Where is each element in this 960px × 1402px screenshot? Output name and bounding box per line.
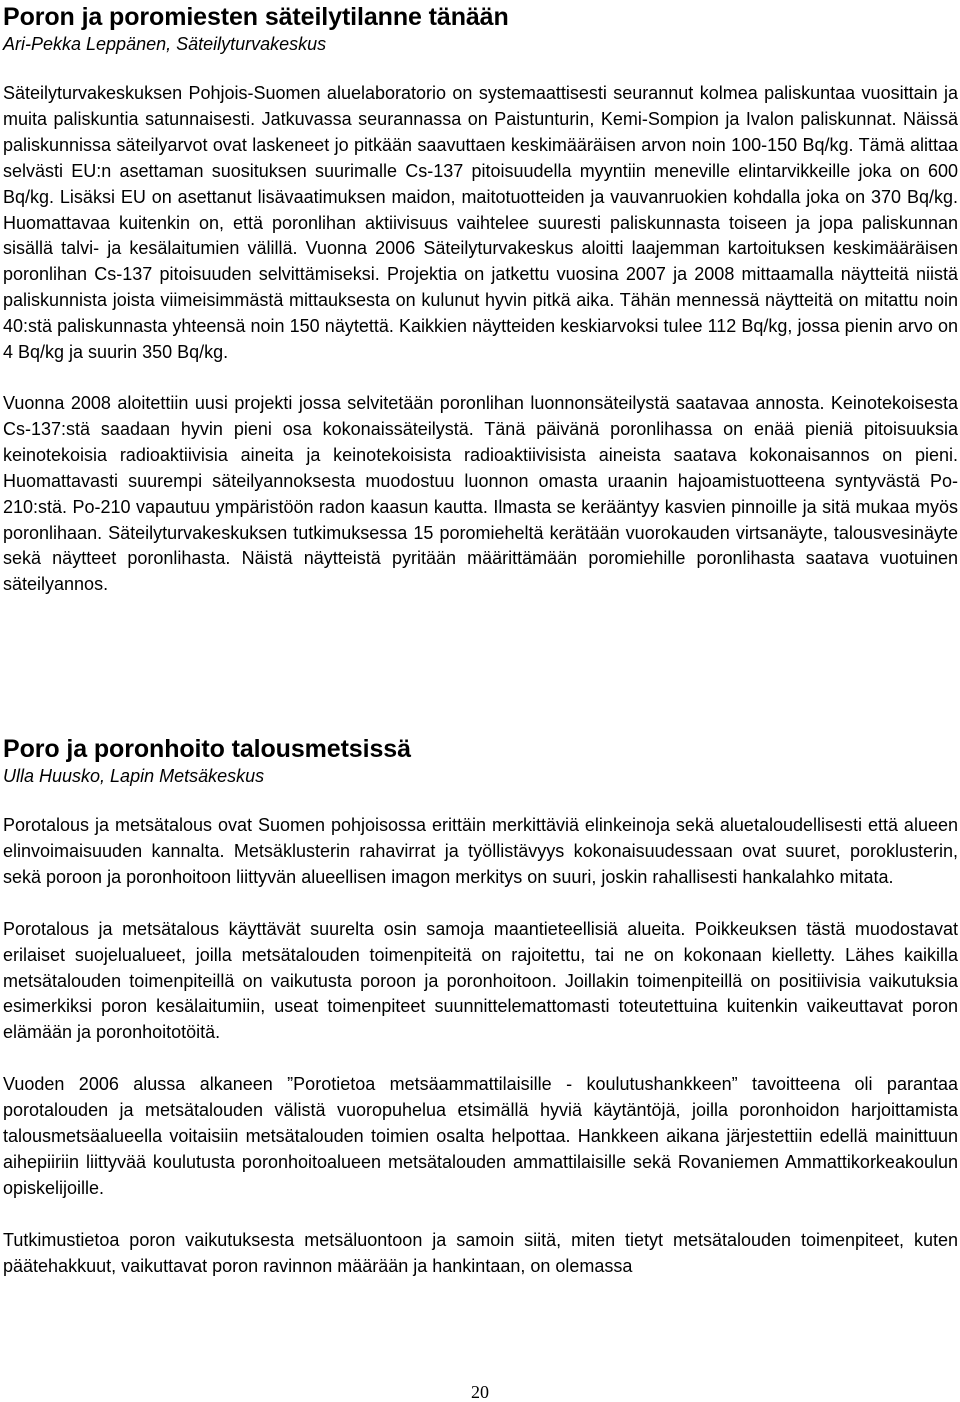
paragraph: Säteilyturvakeskuksen Pohjois-Suomen aluelaboratorio on systemaattisesti seurannut kolmea paliskuntaa vuosittain ja muita paliskuntia satunnaisesti. Jatkuvassa seurannassa on Paistunturin, Kemi-Sompion ja Ivalon paliskunnat. Näissä paliskunnissa säteilyarvot ovat laskeneet jo pitkään saavuttaen keskimääräisen arvon noin 100-150 Bq/kg. Tämä alittaa selvästi EU:n asettaman suosituksen suurimalle Cs-137 pitoisuudella myyntiin meneville elintarvikkeille joka on 600 Bq/kg. Lisäksi EU on asettanut lisävaatimuksen maidon, maitotuotteiden ja vauvanruokien kohdalla joka on 370 Bq/kg. Huomattavaa kuitenkin on, että poronlihan aktiivisuus vaihtelee suuresti paliskunnasta toiseen ja jopa paliskunnan sisällä talvi- ja kesälaitumien välillä. Vuonna 2006 Säteilyturvakeskus aloitti laajemman kartoituksen keskimääräisen poronlihan Cs-137 pitoisuuden selvittämiseksi. Projektia on jatkettu vuosina 2007 ja 2008 mittaamalla näytteitä niistä paliskunnista joista viimeisimmästä mittauksesta on kulunut hyvin pitkä aika. Tähän mennessä näytteitä on mitattu noin 40:stä paliskunnasta yhteensä noin 150 näytettä. Kaikkien näytteiden keskiarvoksi tulee 112 Bq/kg, jossa pienin arvo on 4 Bq/kg ja suurin 350 Bq/kg. (3, 83, 958, 363)
article-title: Poro ja poronhoito talousmetsissä (3, 735, 411, 763)
paragraph: Porotalous ja metsätalous ovat Suomen pohjoisossa erittäin merkittäviä elinkeinoja sekä aluetaloudellisesti että alueen elinvoimaisuuden kannalta. Metsäklusterin rahavirrat ja työllistävyys kokonaisuudessaan ovat suuret, poroklusterin, sekä poroon ja poronhoitoon liittyvän alueellisen imagon merkitys on suuri, joskin rahallisesti hankalahko mitata. (3, 815, 958, 887)
article-author: Ari-Pekka Leppänen, Säteilyturvakeskus (3, 34, 327, 54)
paragraph: Porotalous ja metsätalous käyttävät suurelta osin samoja maantieteellisiä alueita. Poikkeuksen tästä muodostavat erilaiset suojelualueet, joilla metsätalouden toimenpiteitä on rajoitettu, tai ne on kokonaan kielletty. Lähes kaikilla metsätalouden toimenpiteillä on vaikutusta poroon ja poronhoitoon. Joillakin toimenpiteillä on positiivisia vaikutuksia esimerkiksi poron kesälaitumiin, useat toimenpiteet suunnittelemattomasti toteutettuina kuitenkin vaikeuttavat poron elämään ja poronhoitotöitä. (3, 918, 958, 1043)
article-reindeer-commercial-forests (3, 734, 958, 1280)
article-title: Poron ja poromiesten säteilytilanne tänään (3, 3, 509, 31)
article-author: Ulla Huusko, Lapin Metsäkeskus (3, 766, 265, 786)
article-radiation-situation (3, 2, 958, 598)
paragraph: Tutkimustietoa poron vaikutuksesta metsäluontoon ja samoin siitä, miten tietyt metsätalouden toimenpiteet, kuten päätehakkuut, vaikuttavat poron ravinnon määrään ja hankintaan, on olemassa (3, 1229, 958, 1276)
paragraph: Vuoden 2006 alussa alkaneen ”Porotietoa metsäammattilaisille - koulutushankkeen” tavoitteena oli parantaa porotalouden ja metsätalouden välistä vuoropuhelua etsimällä hyviä käytäntöjä, joilla poronhoidon harjoittamista talousmetsäalueella voitaisiin metsätalouden toimien osalta helpottaa. Hankkeen aikana järjestettiin edellä mainittuun aihepiiriin liittyvää koulutusta poronhoitoalueen metsätalouden ammattilaisille sekä Rovaniemen Ammattikorkeakoulun opiskelijoille. (3, 1074, 958, 1198)
page-number: 20 (471, 1382, 489, 1402)
paragraph: Vuonna 2008 aloitettiin uusi projekti jossa selvitetään poronlihan luonnonsäteilystä saatavaa annosta. Keinotekoisesta Cs-137:stä saadaan hyvin pieni osa kokonaissäteilystä. Tänä päivänä poronlihassa on enää pieniä pitoisuuksia keinotekoisia radioaktiivisia aineita ja keinotekoisista radioaktiivisista aineista saatava kokonaisannos on pieni. Huomattavasti suurempi säteilyannoksesta muodostuu luonnon omasta uraanin hajoamistuotteena syntyvästä Po-210:stä. Po-210 vapautuu ympäristöön radon kaasun kautta. Ilmasta se kerääntyy kasvien pinnoille ja sitä mukaa myös poronlihaan. Säteilyturvakeskuksen tutkimuksessa 15 poromieheltä kerätään vuorokauden virtsanäyte, talousvesinäyte sekä näytteet poronlihasta. Näistä näytteistä pyritään määrittämään poromiehille poronlihasta saatava vuotuinen säteilyannos. (3, 392, 958, 595)
